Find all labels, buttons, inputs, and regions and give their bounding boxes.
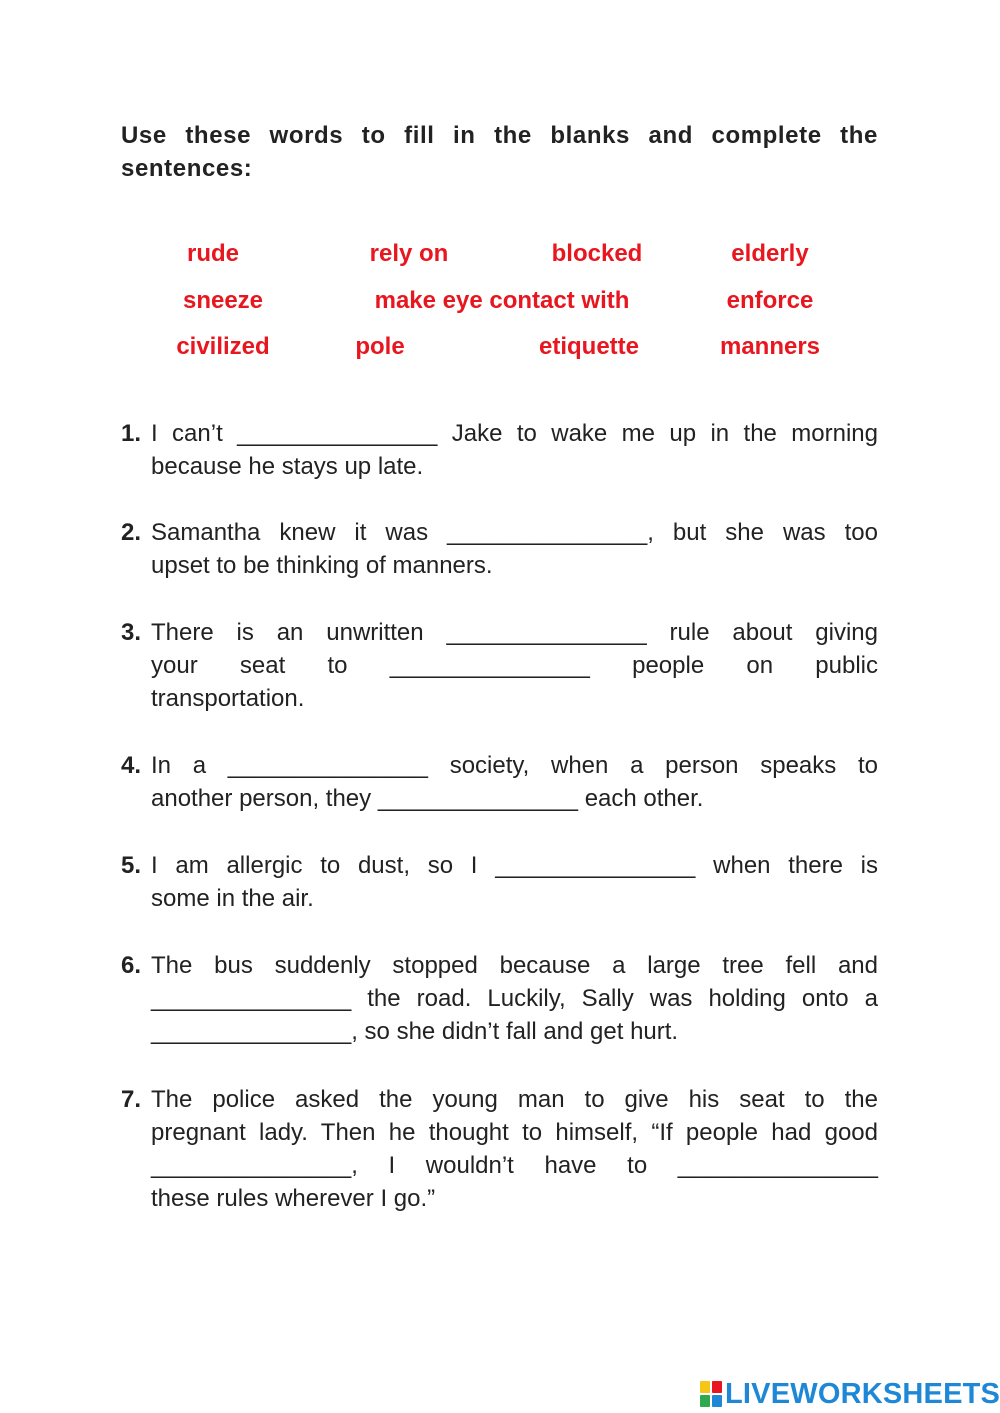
question-line: because he stays up late. [151, 453, 424, 480]
question-1 [121, 417, 878, 483]
question-line: The police asked the young man to give his seat to the [151, 1086, 878, 1113]
question-2 [121, 516, 878, 582]
question-number: 3. [121, 619, 142, 646]
logo-text: LIVEWORKSHEETS [725, 1377, 1000, 1410]
question-number: 1. [121, 420, 142, 447]
word-bank-item: pole [355, 333, 405, 360]
question-line: I can’t _______________ Jake to wake me up in the morning [151, 420, 878, 447]
logo-square [700, 1381, 710, 1393]
liveworksheets-logo[interactable] [700, 1377, 1000, 1411]
question-line: another person, they _______________ each other. [151, 785, 704, 812]
question-number: 2. [121, 519, 142, 546]
logo-square [700, 1395, 710, 1407]
question-number: 7. [121, 1086, 142, 1113]
question-line: _______________ the road. Luckily, Sally was holding onto a [151, 985, 878, 1012]
question-line: I am allergic to dust, so I _______________ when there is [151, 852, 878, 879]
question-5 [121, 849, 878, 915]
question-line: some in the air. [151, 885, 314, 912]
question-line: In a _______________ society, when a person speaks to [151, 752, 878, 779]
word-bank-item: rely on [369, 240, 449, 267]
question-line: The bus suddenly stopped because a large tree fell and [151, 952, 878, 979]
question-line: _______________, so she didn’t fall and get hurt. [151, 1018, 679, 1045]
question-line: transportation. [151, 685, 305, 712]
logo-square [712, 1395, 722, 1407]
word-bank-item: civilized [176, 333, 270, 360]
question-line: There is an unwritten _______________ rule about giving [151, 619, 878, 646]
question-number: 6. [121, 952, 142, 979]
word-bank-item: enforce [726, 287, 814, 314]
question-line: _______________, I wouldn’t have to _______________ [151, 1152, 878, 1179]
question-3 [121, 616, 878, 715]
question-line: your seat to _______________ people on public [151, 652, 878, 679]
word-bank-item: elderly [731, 240, 809, 267]
word-bank-item: etiquette [538, 333, 640, 360]
word-bank-item: sneeze [182, 287, 264, 314]
question-7 [121, 1083, 878, 1215]
question-line: Samantha knew it was _______________, but she was too [151, 519, 878, 546]
question-line: these rules wherever I go.” [151, 1185, 436, 1212]
instructions-heading: Use these words to fill in the blanks and complete the sentences: [121, 122, 878, 182]
word-bank-item: make eye contact with [374, 287, 630, 314]
word-bank-item: manners [719, 333, 821, 360]
word-bank-item: rude [186, 240, 240, 267]
question-6 [121, 949, 878, 1048]
question-line: upset to be thinking of manners. [151, 552, 493, 579]
question-line: pregnant lady. Then he thought to himself, “If people had good [151, 1119, 878, 1146]
question-4 [121, 749, 878, 815]
question-number: 5. [121, 852, 142, 879]
question-number: 4. [121, 752, 142, 779]
word-bank-item: blocked [551, 240, 643, 267]
logo-square [712, 1381, 722, 1393]
logo-mark-icon [700, 1381, 722, 1407]
